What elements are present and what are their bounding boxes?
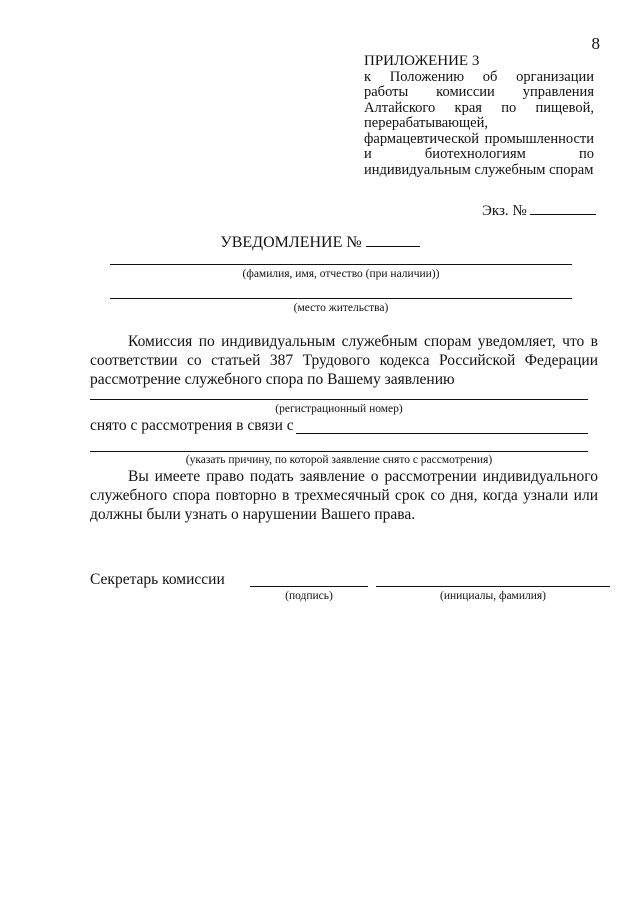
residence-field[interactable]: [110, 298, 572, 299]
notice-title-label: УВЕДОМЛЕНИЕ №: [220, 234, 362, 251]
secretary-label: Секретарь комиссии: [90, 571, 225, 588]
removed-from-review-label: снято с рассмотрения в связи с: [90, 417, 294, 434]
reason-field[interactable]: [296, 433, 588, 434]
initials-surname-caption: (инициалы, фамилия): [439, 590, 547, 602]
registration-number-field[interactable]: [90, 399, 588, 400]
reason-field-continued[interactable]: [90, 451, 588, 452]
initials-surname-field[interactable]: [376, 586, 610, 587]
registration-number-caption: (регистрационный номер): [275, 403, 403, 415]
full-name-field[interactable]: [110, 264, 572, 265]
full-name-caption: (фамилия, имя, отчество (при наличии)): [242, 268, 440, 280]
residence-caption: (место жительства): [293, 302, 389, 314]
signature-field[interactable]: [250, 586, 368, 587]
notice-paragraph-1-text: Комиссия по индивидуальным служебным спорам уведомляет, что в соответствии со статьей 387 Трудового кодекса Российской Федерации рассмотрение служебного спора по Вашему заявлению: [90, 333, 598, 388]
copy-number-label: Экз. №: [482, 203, 527, 219]
notice-paragraph-2-text: Вы имеете право подать заявление о рассмотрении индивидуального служебного спора повторно в трехмесячный срок со дня, когда узнали или должны были узнать о нарушении Вашего права.: [90, 468, 598, 523]
copy-number-field[interactable]: [530, 200, 596, 215]
notice-paragraph-1: [90, 332, 598, 389]
notice-number-field[interactable]: [366, 232, 420, 247]
appendix-block: [364, 54, 594, 178]
page-number: 8: [591, 34, 600, 53]
copy-number: [482, 200, 596, 220]
signature-caption: (подпись): [285, 590, 333, 602]
appendix-text: к Положению об организации работы комиссии управления Алтайского края по пищевой, перерабатывающей, фармацевтической промышленности и биотехнологиям по индивидуальным служебным спорам: [364, 68, 594, 178]
notice-title: [0, 232, 640, 252]
reason-caption: (указать причину, по которой заявление снято с рассмотрения): [185, 454, 493, 466]
notice-paragraph-2: [90, 467, 598, 524]
appendix-heading: ПРИЛОЖЕНИЕ 3: [364, 53, 480, 69]
